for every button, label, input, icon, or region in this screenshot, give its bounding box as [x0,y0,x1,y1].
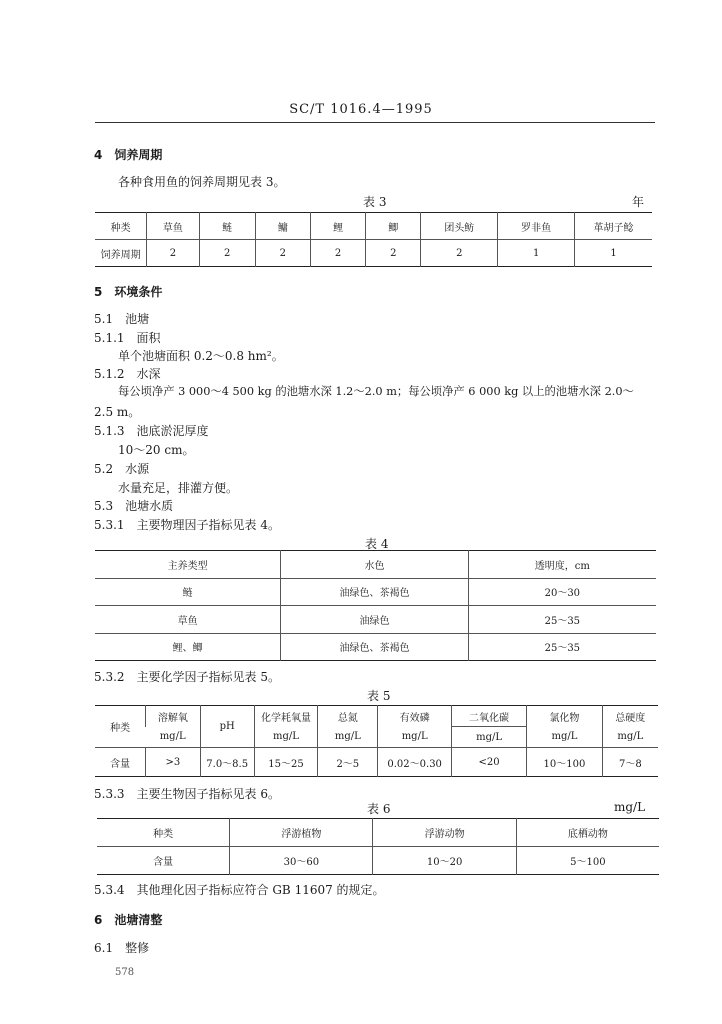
t3-header-cell: 革胡子鲶 [575,213,652,240]
section-5-1-3-text: 10～20 cm。 [118,443,195,457]
t5-header-ph: pH [200,706,254,748]
table-5-unit-row [95,727,658,748]
t5-header-tn: 总氮 [318,706,378,727]
table-5 [95,705,658,777]
t4-cell: 鲢 [95,578,281,606]
t5-cell: 15～25 [254,748,317,777]
table-3-header-row [95,213,652,240]
t3-cell: 饲养周期 [100,249,141,261]
t5-cell: 2～5 [318,748,378,777]
section-5-1-1: 5.1.1 面积 [94,331,161,345]
table-3-unit: 年 [632,195,645,209]
section-5-1-2-text-1: 每公顷净产 3 000～4 500 kg 的池塘水深 1.2～2.0 m；每公顷净产 6 000 kg 以上的池塘水深 2.0～ [118,385,634,398]
t6-cell: 30～60 [230,847,373,875]
section-5-1-2: 5.1.2 水深 [94,367,161,381]
t5-unit: mg/L [451,727,526,748]
t5-cell: 10～100 [527,748,602,777]
t4-cell: 鲤、鲫 [172,643,203,655]
t4-header-cell: 主养类型 [95,551,281,579]
t5-cell: 0.02～0.30 [378,748,451,777]
t4-header-cell: 水色 [281,551,468,579]
t3-header-cell: 鲢 [199,213,255,240]
t3-cell: 2 [421,240,498,267]
table-4-caption: 表 4 [365,537,389,551]
t5-cell: 7～8 [602,748,658,777]
section-6-1: 6.1 整修 [94,941,150,955]
t5-cell: 7.0～8.5 [200,748,254,777]
table-6 [97,818,659,875]
t3-cell: 2 [199,240,255,267]
t5-unit: mg/L [602,727,658,748]
section-5-1-3: 5.1.3 池底淤泥厚度 [94,424,209,438]
section-5-title: 5 环境条件 [94,285,163,299]
t5-header-kind: 种类 [110,723,131,734]
section-5-3-1: 5.3.1 主要物理因子指标见表 4。 [94,518,280,532]
header-rule [95,122,655,123]
table-6-header-row [97,819,659,847]
t5-header-cl: 氯化物 [527,706,602,727]
section-5-2-text: 水量充足，排灌方便。 [118,481,239,495]
t3-cell: 2 [147,240,199,267]
t5-header-ap: 有效磷 [378,706,451,727]
t4-cell: 20～30 [468,578,656,606]
t5-header-hardness: 总硬度 [602,706,658,727]
table-4-row [95,606,656,634]
t5-cell: >3 [146,748,200,777]
table-6-unit: mg/L [614,800,646,814]
t4-cell: 草鱼 [95,606,281,634]
t6-header-cell: 浮游动物 [373,819,516,847]
table-3-data-row [95,240,652,267]
t6-header-cell: 底栖动物 [516,819,659,847]
table-6-caption: 表 6 [367,802,391,816]
section-5-1-1-text: 单个池塘面积 0.2～0.8 hm²。 [118,349,284,363]
t4-cell: 油绿色 [281,606,468,634]
table-5-header-row [95,706,658,727]
table-4 [95,550,656,661]
table-4-row [95,578,656,606]
t5-cell: <20 [451,748,526,777]
t6-header-cell: 种类 [97,819,230,847]
section-5-3: 5.3 池塘水质 [94,499,174,513]
section-5-1: 5.1 池塘 [94,312,150,326]
t5-unit: mg/L [378,727,451,748]
t3-cell: 2 [255,240,310,267]
section-4-paragraph: 各种食用鱼的饲养周期见表 3。 [118,175,286,189]
t4-cell: 25～35 [468,606,656,634]
t3-header-cell: 草鱼 [147,213,199,240]
t5-unit: mg/L [159,731,186,743]
table-5-data-row [95,748,658,777]
section-4-title: 4 饲养周期 [94,148,163,162]
table-6-data-row [97,847,659,875]
t5-cell: 含量 [95,748,146,777]
table-3 [95,212,652,267]
t5-unit: mg/L [527,727,602,748]
t4-cell: 油绿色、茶褐色 [281,578,468,606]
t3-header-cell: 鳙 [255,213,310,240]
t3-cell: 1 [498,240,575,267]
table-3-caption: 表 3 [363,195,387,209]
t3-cell: 2 [366,240,421,267]
t3-cell: 2 [310,240,365,267]
t5-header-co2: 二氧化碳 [451,706,526,727]
t6-cell: 10～20 [373,847,516,875]
table-4-header-row [95,551,656,579]
standard-header: SC/T 1016.4—1995 [289,102,433,117]
t3-header-cell: 种类 [95,213,147,240]
section-5-2: 5.2 水源 [94,462,150,476]
t3-cell: 1 [575,240,652,267]
t4-cell: 油绿色、茶褐色 [281,633,468,661]
t3-header-cell: 团头鲂 [421,213,498,240]
section-6-title: 6 池塘清整 [94,913,163,927]
page-number: 578 [115,967,135,978]
t3-header-cell: 鲫 [366,213,421,240]
t3-header-cell: 罗非鱼 [498,213,575,240]
section-5-3-2: 5.3.2 主要化学因子指标见表 5。 [94,670,280,684]
t6-header-cell: 浮游植物 [230,819,373,847]
table-4-row [95,633,656,661]
t6-cell: 含量 [153,857,174,868]
t4-cell: 25～35 [468,633,656,661]
section-5-1-2-text-2: 2.5 m。 [94,405,141,419]
table-5-caption: 表 5 [367,689,391,703]
t3-header-cell: 鲤 [310,213,365,240]
section-5-3-4: 5.3.4 其他理化因子指标应符合 GB 11607 的规定。 [94,883,385,897]
t4-header-cell: 透明度，cm [468,551,656,579]
t5-unit: mg/L [318,727,378,748]
section-5-3-3: 5.3.3 主要生物因子指标见表 6。 [94,787,280,801]
t5-unit: mg/L [254,727,317,748]
t5-header-cod: 化学耗氧量 [254,706,317,727]
t6-cell: 5～100 [516,847,659,875]
t5-header-do: 溶解氧 [146,706,200,727]
